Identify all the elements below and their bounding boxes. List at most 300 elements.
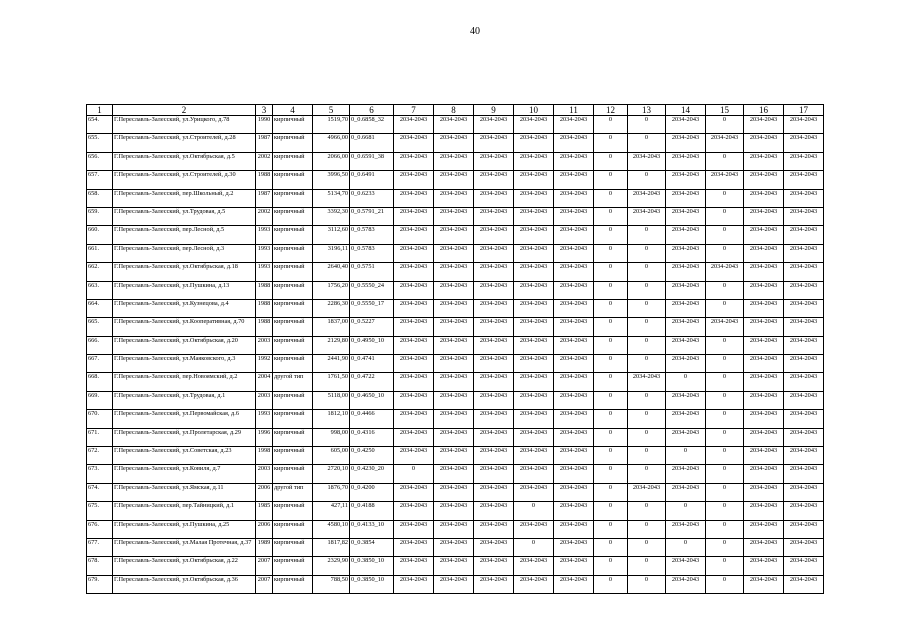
period-cell: 2034-2043 bbox=[554, 447, 594, 465]
address-cell: Г.Переславль-Залесский, ул.Строителей, д.28 bbox=[113, 134, 256, 152]
value-cell: 0 bbox=[594, 538, 628, 556]
period-cell: 2034-2043 bbox=[744, 171, 784, 189]
period-cell: 2034-2043 bbox=[744, 447, 784, 465]
row-number: 658. bbox=[87, 189, 113, 207]
period-cell: 2034-2043 bbox=[744, 575, 784, 593]
period-cell: 2034-2043 bbox=[434, 557, 474, 575]
period-cell: 2034-2043 bbox=[434, 299, 474, 317]
period-cell: 2034-2043 bbox=[474, 465, 514, 483]
period-cell: 2034-2043 bbox=[784, 152, 824, 170]
period-cell: 2034-2043 bbox=[744, 465, 784, 483]
period-cell: 2034-2043 bbox=[784, 355, 824, 373]
period-cell: 2034-2043 bbox=[514, 134, 554, 152]
year-cell: 1993 bbox=[256, 244, 273, 262]
column-header: 5 bbox=[313, 105, 350, 116]
wear-cell: 0_0.5791_21 bbox=[350, 207, 394, 225]
value-cell: 0 bbox=[594, 299, 628, 317]
period-cell: 2034-2043 bbox=[394, 483, 434, 501]
period-cell: 0 bbox=[628, 465, 666, 483]
area-cell: 1876,70 bbox=[313, 483, 350, 501]
row-number: 677. bbox=[87, 538, 113, 556]
period-cell: 2034-2043 bbox=[394, 299, 434, 317]
period-cell: 2034-2043 bbox=[514, 557, 554, 575]
period-cell: 0 bbox=[706, 575, 744, 593]
year-cell: 1993 bbox=[256, 263, 273, 281]
wear-cell: 0_0.6591_38 bbox=[350, 152, 394, 170]
period-cell: 2034-2043 bbox=[784, 502, 824, 520]
table-row bbox=[87, 318, 824, 336]
period-cell: 2034-2043 bbox=[434, 355, 474, 373]
page-number: 40 bbox=[470, 26, 480, 37]
period-cell: 2034-2043 bbox=[666, 299, 706, 317]
period-cell: 2034-2043 bbox=[514, 207, 554, 225]
period-cell: 0 bbox=[628, 502, 666, 520]
period-cell: 0 bbox=[628, 134, 666, 152]
period-cell: 2034-2043 bbox=[434, 410, 474, 428]
period-cell: 2034-2043 bbox=[394, 336, 434, 354]
period-cell: 2034-2043 bbox=[706, 318, 744, 336]
row-number: 674. bbox=[87, 483, 113, 501]
value-cell: 0 bbox=[594, 134, 628, 152]
year-cell: 1988 bbox=[256, 318, 273, 336]
area-cell: 1756,20 bbox=[313, 281, 350, 299]
row-number: 670. bbox=[87, 410, 113, 428]
area-cell: 998,00 bbox=[313, 428, 350, 446]
period-cell: 2034-2043 bbox=[744, 299, 784, 317]
wear-cell: 0_0.4466 bbox=[350, 410, 394, 428]
period-cell: 2034-2043 bbox=[706, 263, 744, 281]
period-cell: 2034-2043 bbox=[666, 355, 706, 373]
row-number: 675. bbox=[87, 502, 113, 520]
value-cell: 0 bbox=[594, 281, 628, 299]
period-cell: 2034-2043 bbox=[554, 538, 594, 556]
table-row bbox=[87, 373, 824, 391]
column-header: 11 bbox=[554, 105, 594, 116]
area-cell: 1761,50 bbox=[313, 373, 350, 391]
row-number: 679. bbox=[87, 575, 113, 593]
area-cell: 1812,10 bbox=[313, 410, 350, 428]
address-cell: Г.Переславль-Залесский, ул.Советская, д.23 bbox=[113, 447, 256, 465]
period-cell: 2034-2043 bbox=[474, 502, 514, 520]
table-row bbox=[87, 207, 824, 225]
period-cell: 2034-2043 bbox=[394, 428, 434, 446]
period-cell: 2034-2043 bbox=[514, 281, 554, 299]
address-cell: Г.Переславль-Залесский, пер.Школьный, д.2 bbox=[113, 189, 256, 207]
period-cell: 2034-2043 bbox=[666, 152, 706, 170]
table-row bbox=[87, 447, 824, 465]
table-row bbox=[87, 502, 824, 520]
table-row bbox=[87, 538, 824, 556]
address-cell: Г.Переславль-Залесский, ул.Пушкина, д.25 bbox=[113, 520, 256, 538]
address-cell: Г.Переславль-Залесский, пер.Новоямский, д.2 bbox=[113, 373, 256, 391]
value-cell: 0 bbox=[594, 391, 628, 409]
table-row bbox=[87, 299, 824, 317]
period-cell: 2034-2043 bbox=[628, 373, 666, 391]
period-cell: 2034-2043 bbox=[394, 263, 434, 281]
value-cell: 0 bbox=[594, 428, 628, 446]
row-number: 662. bbox=[87, 263, 113, 281]
period-cell: 2034-2043 bbox=[784, 373, 824, 391]
table-body bbox=[87, 116, 824, 594]
year-cell: 1993 bbox=[256, 410, 273, 428]
address-cell: Г.Переславль-Залесский, ул.Пролетарская, д.29 bbox=[113, 428, 256, 446]
period-cell: 0 bbox=[628, 171, 666, 189]
period-cell: 2034-2043 bbox=[434, 116, 474, 134]
table-row bbox=[87, 244, 824, 262]
period-cell: 0 bbox=[628, 226, 666, 244]
period-cell: 2034-2043 bbox=[744, 428, 784, 446]
period-cell: 2034-2043 bbox=[784, 557, 824, 575]
wear-cell: 0_0.6233 bbox=[350, 189, 394, 207]
period-cell: 2034-2043 bbox=[474, 428, 514, 446]
row-number: 666. bbox=[87, 336, 113, 354]
address-cell: Г.Переславль-Залесский, ул.Первомайская, д.6 bbox=[113, 410, 256, 428]
table-row bbox=[87, 336, 824, 354]
year-cell: 1987 bbox=[256, 134, 273, 152]
period-cell: 0 bbox=[706, 226, 744, 244]
year-cell: 1988 bbox=[256, 281, 273, 299]
column-header: 3 bbox=[256, 105, 273, 116]
row-number: 669. bbox=[87, 391, 113, 409]
wear-cell: 0_0.4200 bbox=[350, 483, 394, 501]
value-cell: 0 bbox=[594, 244, 628, 262]
period-cell: 2034-2043 bbox=[394, 520, 434, 538]
period-cell: 2034-2043 bbox=[514, 244, 554, 262]
period-cell: 2034-2043 bbox=[744, 538, 784, 556]
address-cell: Г.Переславль-Залесский, ул.Кузнецова, д.4 bbox=[113, 299, 256, 317]
column-header: 4 bbox=[273, 105, 313, 116]
row-number: 672. bbox=[87, 447, 113, 465]
period-cell: 2034-2043 bbox=[474, 207, 514, 225]
period-cell: 2034-2043 bbox=[666, 575, 706, 593]
area-cell: 2441,90 bbox=[313, 355, 350, 373]
period-cell: 0 bbox=[628, 318, 666, 336]
period-cell: 2034-2043 bbox=[784, 116, 824, 134]
period-cell: 0 bbox=[628, 244, 666, 262]
period-cell: 2034-2043 bbox=[394, 318, 434, 336]
period-cell: 2034-2043 bbox=[554, 336, 594, 354]
period-cell: 2034-2043 bbox=[554, 244, 594, 262]
address-cell: Г.Переславль-Залесский, ул.Октябрьская, д.5 bbox=[113, 152, 256, 170]
column-header: 10 bbox=[514, 105, 554, 116]
row-number: 660. bbox=[87, 226, 113, 244]
period-cell: 2034-2043 bbox=[666, 207, 706, 225]
address-cell: Г.Переславль-Залесский, ул.Кооперативная, д.70 bbox=[113, 318, 256, 336]
row-number: 655. bbox=[87, 134, 113, 152]
area-cell: 2286,30 bbox=[313, 299, 350, 317]
material-cell: кирпичный bbox=[273, 152, 313, 170]
row-number: 673. bbox=[87, 465, 113, 483]
period-cell: 0 bbox=[628, 355, 666, 373]
value-cell: 0 bbox=[594, 207, 628, 225]
period-cell: 2034-2043 bbox=[744, 483, 784, 501]
address-cell: Г.Переславль-Залесский, ул.Строителей, д.30 bbox=[113, 171, 256, 189]
period-cell: 2034-2043 bbox=[434, 538, 474, 556]
column-header: 15 bbox=[706, 105, 744, 116]
material-cell: кирпичный bbox=[273, 428, 313, 446]
period-cell: 2034-2043 bbox=[474, 134, 514, 152]
period-cell: 2034-2043 bbox=[514, 152, 554, 170]
period-cell: 2034-2043 bbox=[554, 373, 594, 391]
period-cell: 2034-2043 bbox=[514, 263, 554, 281]
wear-cell: 0_0.5751 bbox=[350, 263, 394, 281]
table-row bbox=[87, 134, 824, 152]
period-cell: 2034-2043 bbox=[554, 465, 594, 483]
period-cell: 2034-2043 bbox=[434, 520, 474, 538]
table-row bbox=[87, 575, 824, 593]
area-cell: 2129,80 bbox=[313, 336, 350, 354]
material-cell: кирпичный bbox=[273, 171, 313, 189]
wear-cell: 0_0.5227 bbox=[350, 318, 394, 336]
area-cell: 1837,00 bbox=[313, 318, 350, 336]
period-cell: 2034-2043 bbox=[474, 171, 514, 189]
value-cell: 0 bbox=[594, 502, 628, 520]
period-cell: 0 bbox=[706, 373, 744, 391]
period-cell: 0 bbox=[706, 189, 744, 207]
material-cell: кирпичный bbox=[273, 318, 313, 336]
wear-cell: 0_0.4722 bbox=[350, 373, 394, 391]
period-cell: 0 bbox=[666, 502, 706, 520]
period-cell: 2034-2043 bbox=[744, 557, 784, 575]
period-cell: 2034-2043 bbox=[784, 299, 824, 317]
period-cell: 2034-2043 bbox=[474, 152, 514, 170]
address-cell: Г.Переславль-Залесский, ул.Ямская, д.11 bbox=[113, 483, 256, 501]
period-cell: 2034-2043 bbox=[784, 483, 824, 501]
period-cell: 2034-2043 bbox=[434, 336, 474, 354]
wear-cell: 0_0.6491 bbox=[350, 171, 394, 189]
wear-cell: 0_0.4650_10 bbox=[350, 391, 394, 409]
material-cell: кирпичный bbox=[273, 226, 313, 244]
period-cell: 0 bbox=[628, 428, 666, 446]
wear-cell: 0_0.4133_10 bbox=[350, 520, 394, 538]
column-header: 7 bbox=[394, 105, 434, 116]
period-cell: 2034-2043 bbox=[434, 502, 474, 520]
value-cell: 0 bbox=[594, 520, 628, 538]
period-cell: 2034-2043 bbox=[394, 538, 434, 556]
period-cell: 2034-2043 bbox=[784, 520, 824, 538]
year-cell: 2004 bbox=[256, 373, 273, 391]
material-cell: другой тип bbox=[273, 373, 313, 391]
row-number: 678. bbox=[87, 557, 113, 575]
period-cell: 2034-2043 bbox=[514, 410, 554, 428]
period-cell: 0 bbox=[706, 281, 744, 299]
table-row bbox=[87, 281, 824, 299]
area-cell: 2066,00 bbox=[313, 152, 350, 170]
material-cell: кирпичный bbox=[273, 207, 313, 225]
material-cell: кирпичный bbox=[273, 299, 313, 317]
period-cell: 2034-2043 bbox=[784, 575, 824, 593]
address-cell: Г.Переславль-Залесский, ул.Маяковского, д.3 bbox=[113, 355, 256, 373]
period-cell: 2034-2043 bbox=[744, 207, 784, 225]
column-header: 9 bbox=[474, 105, 514, 116]
period-cell: 2034-2043 bbox=[474, 336, 514, 354]
value-cell: 0 bbox=[594, 318, 628, 336]
period-cell: 2034-2043 bbox=[554, 116, 594, 134]
period-cell: 2034-2043 bbox=[784, 318, 824, 336]
period-cell: 0 bbox=[706, 428, 744, 446]
period-cell: 2034-2043 bbox=[784, 391, 824, 409]
period-cell: 2034-2043 bbox=[514, 226, 554, 244]
period-cell: 2034-2043 bbox=[474, 244, 514, 262]
period-cell: 2034-2043 bbox=[434, 189, 474, 207]
period-cell: 2034-2043 bbox=[474, 447, 514, 465]
year-cell: 2006 bbox=[256, 520, 273, 538]
period-cell: 0 bbox=[666, 373, 706, 391]
period-cell: 2034-2043 bbox=[666, 410, 706, 428]
period-cell: 2034-2043 bbox=[394, 410, 434, 428]
period-cell: 2034-2043 bbox=[394, 373, 434, 391]
wear-cell: 0_0.4950_10 bbox=[350, 336, 394, 354]
period-cell: 2034-2043 bbox=[784, 171, 824, 189]
period-cell: 2034-2043 bbox=[554, 520, 594, 538]
address-cell: Г.Переславль-Залесский, ул.Трудовая, д.1 bbox=[113, 391, 256, 409]
row-number: 667. bbox=[87, 355, 113, 373]
period-cell: 2034-2043 bbox=[744, 373, 784, 391]
address-cell: Г.Переславль-Залесский, ул.Трудовая, д.5 bbox=[113, 207, 256, 225]
address-cell: Г.Переславль-Залесский, ул.Урицкого, д.78 bbox=[113, 116, 256, 134]
year-cell: 2003 bbox=[256, 465, 273, 483]
wear-cell: 0_0.3854 bbox=[350, 538, 394, 556]
period-cell: 2034-2043 bbox=[744, 355, 784, 373]
period-cell: 2034-2043 bbox=[394, 207, 434, 225]
area-cell: 2640,40 bbox=[313, 263, 350, 281]
period-cell: 2034-2043 bbox=[666, 336, 706, 354]
period-cell: 2034-2043 bbox=[554, 391, 594, 409]
year-cell: 1998 bbox=[256, 447, 273, 465]
value-cell: 0 bbox=[594, 152, 628, 170]
period-cell: 2034-2043 bbox=[474, 116, 514, 134]
row-number: 676. bbox=[87, 520, 113, 538]
period-cell: 2034-2043 bbox=[666, 171, 706, 189]
year-cell: 2007 bbox=[256, 575, 273, 593]
period-cell: 2034-2043 bbox=[744, 116, 784, 134]
value-cell: 0 bbox=[594, 410, 628, 428]
value-cell: 0 bbox=[594, 116, 628, 134]
wear-cell: 0_0.4250 bbox=[350, 447, 394, 465]
wear-cell: 0_0.5550_17 bbox=[350, 299, 394, 317]
period-cell: 2034-2043 bbox=[744, 502, 784, 520]
material-cell: кирпичный bbox=[273, 520, 313, 538]
year-cell: 2007 bbox=[256, 557, 273, 575]
period-cell: 2034-2043 bbox=[554, 318, 594, 336]
period-cell: 2034-2043 bbox=[554, 299, 594, 317]
period-cell: 2034-2043 bbox=[554, 134, 594, 152]
period-cell: 2034-2043 bbox=[706, 171, 744, 189]
table-row bbox=[87, 557, 824, 575]
period-cell: 0 bbox=[628, 299, 666, 317]
wear-cell: 0_0.4188 bbox=[350, 502, 394, 520]
period-cell: 2034-2043 bbox=[554, 428, 594, 446]
period-cell: 2034-2043 bbox=[474, 557, 514, 575]
period-cell: 0 bbox=[628, 391, 666, 409]
row-number: 654. bbox=[87, 116, 113, 134]
value-cell: 0 bbox=[594, 171, 628, 189]
period-cell: 2034-2043 bbox=[784, 263, 824, 281]
period-cell: 2034-2043 bbox=[784, 207, 824, 225]
period-cell: 2034-2043 bbox=[394, 171, 434, 189]
year-cell: 2002 bbox=[256, 152, 273, 170]
address-cell: Г.Переславль-Залесский, пер.Лесной, д.5 bbox=[113, 226, 256, 244]
column-header: 12 bbox=[594, 105, 628, 116]
column-header: 6 bbox=[350, 105, 394, 116]
value-cell: 0 bbox=[594, 189, 628, 207]
period-cell: 2034-2043 bbox=[474, 189, 514, 207]
area-cell: 3196,11 bbox=[313, 244, 350, 262]
row-number: 659. bbox=[87, 207, 113, 225]
period-cell: 0 bbox=[706, 152, 744, 170]
column-header: 16 bbox=[744, 105, 784, 116]
period-cell: 2034-2043 bbox=[784, 410, 824, 428]
period-cell: 2034-2043 bbox=[474, 410, 514, 428]
period-cell: 2034-2043 bbox=[514, 520, 554, 538]
year-cell: 2003 bbox=[256, 391, 273, 409]
address-cell: Г.Переславль-Залесский, ул.Октябрьская, д.20 bbox=[113, 336, 256, 354]
period-cell: 0 bbox=[514, 502, 554, 520]
housing-table bbox=[86, 104, 824, 594]
period-cell: 2034-2043 bbox=[554, 226, 594, 244]
period-cell: 2034-2043 bbox=[474, 263, 514, 281]
value-cell: 0 bbox=[594, 447, 628, 465]
material-cell: кирпичный bbox=[273, 116, 313, 134]
area-cell: 3112,60 bbox=[313, 226, 350, 244]
year-cell: 1989 bbox=[256, 538, 273, 556]
area-cell: 3996,50 bbox=[313, 171, 350, 189]
table-row bbox=[87, 428, 824, 446]
period-cell: 2034-2043 bbox=[434, 391, 474, 409]
period-cell: 2034-2043 bbox=[784, 189, 824, 207]
column-header: 8 bbox=[434, 105, 474, 116]
wear-cell: 0_0.4230_20 bbox=[350, 465, 394, 483]
period-cell: 2034-2043 bbox=[666, 483, 706, 501]
period-cell: 2034-2043 bbox=[434, 244, 474, 262]
period-cell: 0 bbox=[628, 520, 666, 538]
year-cell: 1996 bbox=[256, 428, 273, 446]
row-number: 663. bbox=[87, 281, 113, 299]
period-cell: 2034-2043 bbox=[434, 447, 474, 465]
wear-cell: 0_0.6681 bbox=[350, 134, 394, 152]
material-cell: кирпичный bbox=[273, 263, 313, 281]
area-cell: 427,11 bbox=[313, 502, 350, 520]
period-cell: 2034-2043 bbox=[744, 134, 784, 152]
material-cell: кирпичный bbox=[273, 502, 313, 520]
period-cell: 2034-2043 bbox=[434, 207, 474, 225]
table-row bbox=[87, 391, 824, 409]
period-cell: 2034-2043 bbox=[434, 263, 474, 281]
area-cell: 3392,30 bbox=[313, 207, 350, 225]
period-cell: 2034-2043 bbox=[514, 299, 554, 317]
address-cell: Г.Переславль-Залесский, ул.Октябрьская, д.18 bbox=[113, 263, 256, 281]
material-cell: кирпичный bbox=[273, 575, 313, 593]
period-cell: 2034-2043 bbox=[434, 483, 474, 501]
period-cell: 2034-2043 bbox=[628, 189, 666, 207]
area-cell: 1519,70 bbox=[313, 116, 350, 134]
area-cell: 1817,82 bbox=[313, 538, 350, 556]
period-cell: 0 bbox=[628, 447, 666, 465]
period-cell: 2034-2043 bbox=[744, 281, 784, 299]
period-cell: 2034-2043 bbox=[474, 520, 514, 538]
period-cell: 2034-2043 bbox=[744, 520, 784, 538]
wear-cell: 0_0.3850_10 bbox=[350, 575, 394, 593]
period-cell: 2034-2043 bbox=[666, 226, 706, 244]
material-cell: другой тип bbox=[273, 483, 313, 501]
period-cell: 0 bbox=[706, 410, 744, 428]
address-cell: Г.Переславль-Залесский, ул.Малая Протечная, д.37 bbox=[113, 538, 256, 556]
wear-cell: 0_0.5550_24 bbox=[350, 281, 394, 299]
period-cell: 2034-2043 bbox=[744, 391, 784, 409]
period-cell: 2034-2043 bbox=[554, 281, 594, 299]
period-cell: 2034-2043 bbox=[434, 465, 474, 483]
year-cell: 1987 bbox=[256, 189, 273, 207]
